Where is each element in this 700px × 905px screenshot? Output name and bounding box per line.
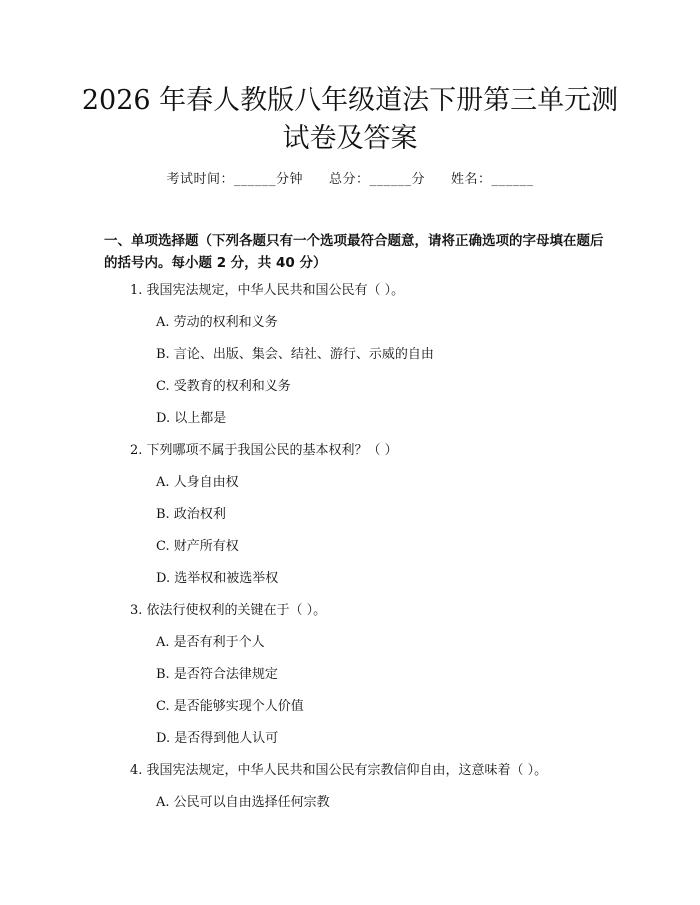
question-1-option-c: C. 受教育的权利和义务	[156, 379, 291, 394]
question-4: 4. 我国宪法规定，中华人民共和国公民有宗教信仰自由，这意味着（ ）。	[130, 763, 548, 778]
question-1-option-b: B. 言论、出版、集会、结社、游行、示威的自由	[156, 347, 434, 362]
question-4-option-a: A. 公民可以自由选择任何宗教	[156, 795, 330, 810]
question-1-option-a: A. 劳动的权利和义务	[156, 315, 278, 330]
question-2-option-b: B. 政治权利	[156, 507, 226, 522]
question-1: 1. 我国宪法规定，中华人民共和国公民有（ ）。	[130, 283, 405, 298]
question-2-option-a: A. 人身自由权	[156, 475, 239, 490]
question-3-option-a: A. 是否有利于个人	[156, 635, 265, 650]
question-3: 3. 依法行使权利的关键在于（ ）。	[130, 603, 327, 618]
title-line-1: 2026 年春人教版八年级道法下册第三单元测	[81, 85, 619, 116]
exam-time-field: 考试时间：______分钟	[166, 172, 303, 187]
question-2-option-c: C. 财产所有权	[156, 539, 239, 554]
question-3-option-c: C. 是否能够实现个人价值	[156, 699, 304, 714]
question-2: 2. 下列哪项不属于我国公民的基本权利？（ ）	[130, 443, 398, 458]
question-3-option-d: D. 是否得到他人认可	[156, 731, 279, 746]
student-name-field: 姓名：______	[451, 172, 534, 187]
document-title	[60, 82, 640, 158]
section-heading: 一、单项选择题（下列各题只有一个选项最符合题意，请将正确选项的字母填在题后的括号内。每小题 2 分，共 40 分）	[104, 233, 604, 271]
exam-meta	[0, 168, 700, 187]
question-2-option-d: D. 选举权和被选举权	[156, 571, 279, 586]
question-1-option-d: D. 以上都是	[156, 411, 227, 426]
question-3-option-b: B. 是否符合法律规定	[156, 667, 278, 682]
title-line-2: 试卷及答案	[282, 123, 418, 154]
total-score-field: 总分：______分	[328, 172, 425, 187]
